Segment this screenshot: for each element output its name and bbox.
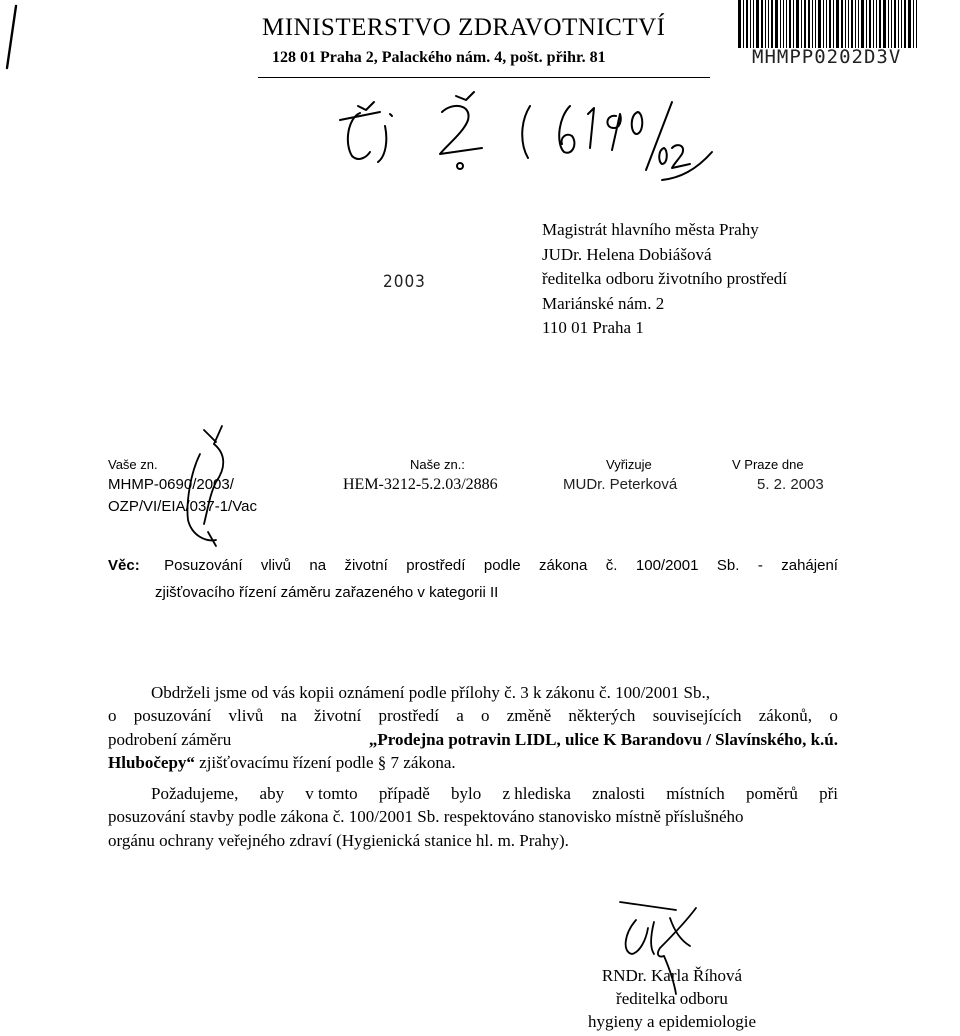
your-ref-value: MHMP-0690/2003/ xyxy=(108,476,234,493)
word: zahájení xyxy=(781,557,838,574)
barcode-bar xyxy=(789,0,791,48)
addressee-line: 110 01 Praha 1 xyxy=(542,318,644,337)
barcode-bar xyxy=(756,0,759,48)
word: některých xyxy=(568,706,636,726)
body-line xyxy=(108,704,838,727)
word: č. xyxy=(605,557,618,574)
barcode-bar xyxy=(858,0,859,48)
body-line: orgánu ochrany veřejného zdraví (Hygienická stanice hl. m. Prahy). xyxy=(108,830,569,850)
word: na xyxy=(309,557,327,574)
ministry-address: 128 01 Praha 2, Palackého nám. 4, pošt. přihr. 81 xyxy=(272,49,606,66)
word: změně xyxy=(506,706,552,726)
barcode-bar xyxy=(829,0,831,48)
handwritten-reference-note xyxy=(300,88,720,188)
word: o xyxy=(481,706,490,726)
barcode-bar xyxy=(823,0,824,48)
barcode-bar xyxy=(898,0,899,48)
barcode-bar xyxy=(869,0,871,48)
word: 100/2001 xyxy=(635,557,699,574)
addressee-line: Mariánské nám. 2 xyxy=(542,293,665,313)
your-ref-value-continued: OZP/VI/EIA/037-1/Vac xyxy=(108,498,257,515)
word: v tomto xyxy=(305,784,358,803)
subject-line: zjišťovacího řízení záměru zařazeného v kategorii II xyxy=(155,584,499,601)
word: - xyxy=(757,557,763,574)
word: při xyxy=(819,784,838,803)
body-line xyxy=(108,782,838,805)
barcode-bar xyxy=(873,0,874,48)
barcode-bar xyxy=(786,0,787,48)
barcode-bar xyxy=(775,0,778,48)
signatory-block xyxy=(552,964,792,1033)
barcode xyxy=(734,0,960,85)
addressee-block xyxy=(542,218,787,341)
barcode-bar xyxy=(894,0,896,48)
body-text: zjišťovacímu řízení podle § 7 zákona. xyxy=(194,752,456,772)
handled-by-value: MUDr. Peterková xyxy=(563,476,678,493)
subject-label: Věc: xyxy=(108,557,140,574)
barcode-bar xyxy=(833,0,834,48)
signatory-department: hygieny a epidemiologie xyxy=(587,1012,757,1031)
word: případě xyxy=(378,784,430,803)
signatory-name: RNDr. Karla Říhová xyxy=(601,966,743,985)
barcode-bar xyxy=(916,0,917,48)
project-name: „Prodejna potravin LIDL, ulice K Barandovu / Slavínského, k.ú. xyxy=(368,729,838,749)
barcode-bar xyxy=(841,0,843,48)
word: aby xyxy=(259,784,285,803)
barcode-bar xyxy=(796,0,799,48)
barcode-bar xyxy=(848,0,849,48)
stamp-year: 2003 xyxy=(383,272,426,292)
barcode-bar xyxy=(743,0,744,48)
handled-by-label: Vyřizuje xyxy=(606,457,652,472)
barcode-bar xyxy=(780,0,781,48)
barcode-bar xyxy=(904,0,906,48)
word: Posuzování xyxy=(164,557,243,574)
barcode-bar xyxy=(836,0,839,48)
body-paragraph xyxy=(108,681,838,774)
barcode-bar xyxy=(761,0,763,48)
word: bylo xyxy=(451,784,482,803)
barcode-bar xyxy=(746,0,748,48)
barcode-bar xyxy=(845,0,846,48)
addressee-line: JUDr. Helena Dobiášová xyxy=(542,244,712,264)
barcode-bar xyxy=(861,0,864,48)
word: zákonů, xyxy=(758,706,813,726)
barcode-bar xyxy=(908,0,911,48)
body-line xyxy=(108,751,838,774)
barcode-bars xyxy=(738,0,952,48)
word: životní xyxy=(314,706,362,726)
barcode-bar xyxy=(765,0,766,48)
subject xyxy=(108,552,838,606)
barcode-bar xyxy=(826,0,827,48)
barcode-bar xyxy=(888,0,889,48)
barcode-bar xyxy=(891,0,892,48)
word: z hlediska xyxy=(502,784,571,803)
barcode-bar xyxy=(768,0,769,48)
barcode-bar xyxy=(801,0,802,48)
word: o xyxy=(829,706,838,726)
barcode-bar xyxy=(783,0,784,48)
word: životní xyxy=(344,557,388,574)
barcode-bar xyxy=(855,0,856,48)
word: Požadujeme, xyxy=(151,784,239,803)
addressee-line: Magistrát hlavního města Prahy xyxy=(542,220,759,239)
body-line xyxy=(108,728,838,751)
barcode-bar xyxy=(815,0,816,48)
date-label: V Praze dne xyxy=(732,457,804,472)
barcode-bar xyxy=(753,0,754,48)
barcode-bar xyxy=(876,0,877,48)
barcode-bar xyxy=(851,0,853,48)
project-name-continued: Hlubočepy“ xyxy=(108,752,195,772)
signatory-title: ředitelka odboru xyxy=(616,989,728,1008)
addressee-line: ředitelka odboru životního prostředí xyxy=(542,269,788,288)
word: místních xyxy=(666,784,725,803)
our-ref-value: HEM-3212-5.2.03/2886 xyxy=(343,476,498,493)
word: posuzování xyxy=(133,706,212,726)
word: Sb. xyxy=(716,557,740,574)
word: prostředí xyxy=(406,557,466,574)
ministry-title: MINISTERSTVO ZDRAVOTNICTVÍ xyxy=(262,14,666,41)
date-value: 5. 2. 2003 xyxy=(757,476,824,493)
word: vlivů xyxy=(260,557,291,574)
word: na xyxy=(280,706,297,726)
word: podle xyxy=(483,557,521,574)
barcode-bar xyxy=(793,0,794,48)
word: a xyxy=(456,706,464,726)
body-text: podrobení záměru xyxy=(108,729,232,749)
barcode-bar xyxy=(738,0,741,48)
barcode-bar xyxy=(866,0,867,48)
margin-pen-stroke xyxy=(0,0,30,80)
your-ref-label: Vaše zn. xyxy=(108,457,158,472)
word: vlivů xyxy=(228,706,264,726)
our-ref-label: Naše zn.: xyxy=(410,457,465,472)
barcode-bar xyxy=(808,0,810,48)
barcode-bar xyxy=(750,0,751,48)
word: poměrů xyxy=(745,784,798,803)
subject-line xyxy=(108,552,838,579)
word: o xyxy=(108,706,117,726)
barcode-bar xyxy=(879,0,881,48)
barcode-bar xyxy=(883,0,886,48)
body-line: Obdrželi jsme od vás kopii oznámení podle přílohy č. 3 k zákonu č. 100/2001 Sb., xyxy=(151,683,711,702)
word: zákona xyxy=(539,557,588,574)
barcode-bar xyxy=(818,0,821,48)
barcode-bar xyxy=(804,0,806,48)
body-paragraph xyxy=(108,782,838,852)
word: znalosti xyxy=(592,784,645,803)
barcode-bar xyxy=(913,0,914,48)
barcode-bar xyxy=(812,0,813,48)
barcode-bar xyxy=(771,0,773,48)
barcode-bar xyxy=(901,0,902,48)
word: souvisejících xyxy=(652,706,742,726)
barcode-text: MHMPP0202D3V xyxy=(752,46,902,68)
body-line: posuzování stavby podle zákona č. 100/2001 Sb. respektováno stanovisko místně příslušného xyxy=(108,807,744,827)
header-rule xyxy=(258,77,710,78)
word: prostředí xyxy=(378,706,439,726)
